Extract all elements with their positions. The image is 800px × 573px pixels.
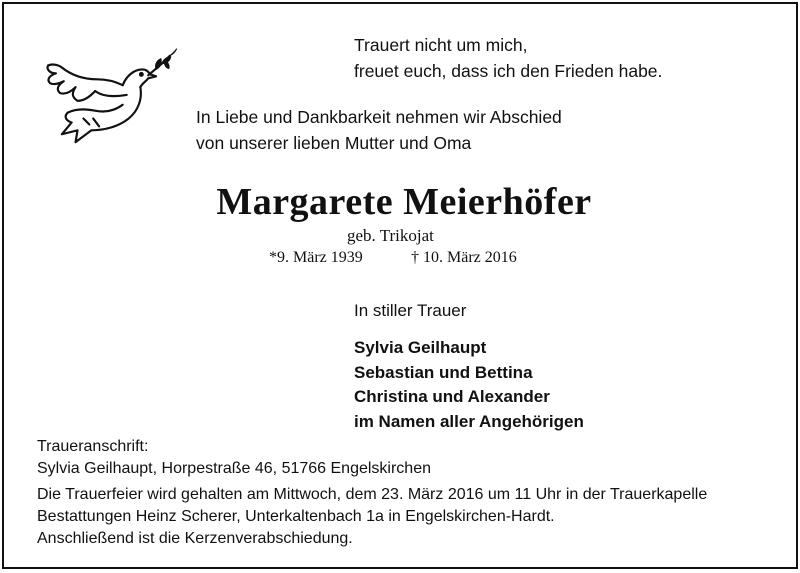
footer-info <box>37 436 707 550</box>
service-info-line: Anschließend ist die Kerzenverabschiedung. <box>37 530 353 547</box>
mourner-name: Sebastian und Bettina <box>354 362 533 382</box>
verse <box>354 32 662 84</box>
mourning-address: Sylvia Geilhaupt, Horpestraße 46, 51766 Engelskirchen <box>37 460 431 477</box>
mourner-name: Sylvia Geilhaupt <box>354 338 487 357</box>
birth-date: *9. März 1939 <box>269 249 363 266</box>
verse-line: freuet euch, dass ich den Frieden habe. <box>354 61 663 81</box>
mourner-name: Christina und Alexander <box>354 387 550 406</box>
intro-line: In Liebe und Dankbarkeit nehmen wir Abschied <box>196 107 562 127</box>
intro-text <box>196 104 562 156</box>
service-info-line: Die Trauerfeier wird gehalten am Mittwoch, dem 23. März 2016 um 11 Uhr in der Trauerkapelle <box>37 486 708 503</box>
address-label: Traueranschrift: <box>37 438 149 455</box>
mourner-name: im Namen aller Angehörigen <box>354 411 584 431</box>
birth-name: geb. Trikojat <box>347 226 434 245</box>
dove-icon <box>32 40 180 148</box>
mourning-heading: In stiller Trauer <box>354 301 467 320</box>
deceased-name: Margarete Meierhöfer <box>216 181 592 223</box>
obituary-notice <box>2 2 798 569</box>
verse-line: Trauert nicht um mich, <box>354 35 528 55</box>
mourners-list <box>354 336 584 434</box>
intro-line: von unserer lieben Mutter und Oma <box>196 133 472 153</box>
death-date: † 10. März 2016 <box>411 249 517 266</box>
service-info-line: Bestattungen Heinz Scherer, Unterkaltenbach 1a in Engelskirchen-Hardt. <box>37 508 555 525</box>
